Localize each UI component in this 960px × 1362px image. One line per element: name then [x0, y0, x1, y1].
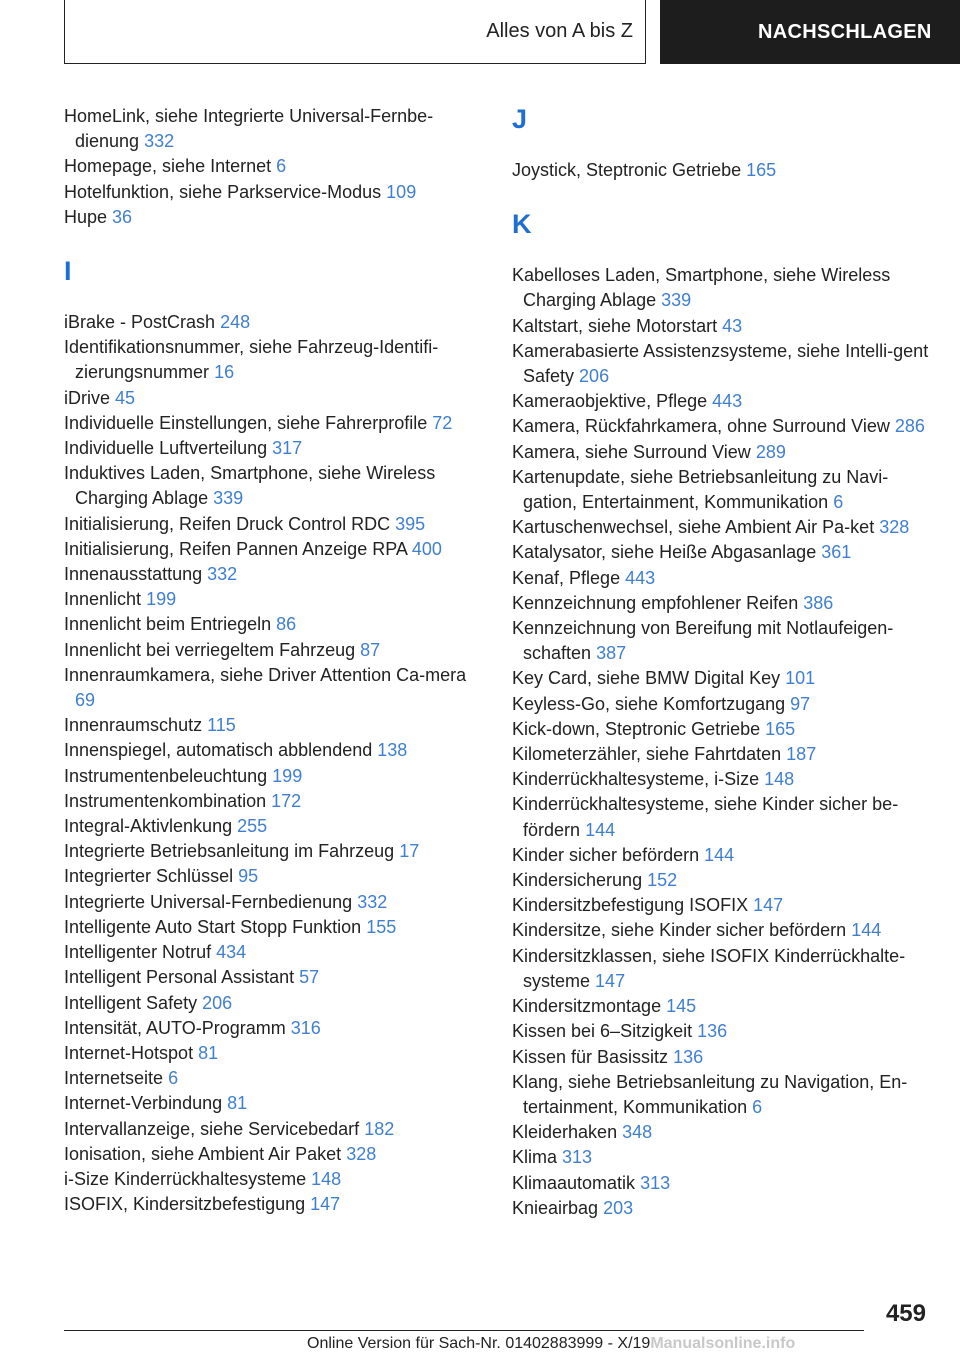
index-entry-page-link[interactable]: 361	[821, 542, 852, 563]
index-entry	[512, 767, 932, 792]
index-entry-page-link[interactable]: 43	[722, 315, 743, 336]
index-entry-term: ISOFIX, Kindersitzbefestigung	[64, 1194, 306, 1215]
index-entry-term: i-Size Kinderrückhaltesysteme	[64, 1168, 307, 1189]
index-entry-term: Kamera, Rückfahrkamera, ohne Surround View	[512, 416, 890, 437]
index-entry-page-link[interactable]: 6	[833, 492, 844, 513]
index-entry-term: Intelligente Auto Start Stopp Funktion	[64, 916, 362, 937]
index-entry	[64, 663, 484, 713]
index-entry-term: Individuelle Luftverteilung	[64, 438, 268, 459]
index-entry-term: Internet-Hotspot	[64, 1042, 194, 1063]
index-entry	[512, 918, 932, 943]
index-entry-page-link[interactable]: 145	[666, 996, 697, 1017]
index-entry	[64, 1091, 484, 1116]
index-entry-term: Klimaautomatik	[512, 1172, 636, 1193]
index-entry-page-link[interactable]: 386	[803, 592, 834, 613]
index-entry-term: Katalysator, siehe Heiße Abgasanlage	[512, 542, 817, 563]
index-entry-term: Identifikationsnummer, siehe Fahrzeug-Identifi-zierungsnummer	[64, 337, 439, 383]
index-entry-term: Kameraobjektive, Pflege	[512, 391, 708, 412]
index-entry	[512, 717, 932, 742]
index-entry-term: Knieairbag	[512, 1197, 599, 1218]
index-entry-page-link[interactable]: 152	[647, 870, 678, 891]
watermark: Manualsonline.info	[650, 1335, 796, 1352]
index-entry-term: Kaltstart, siehe Motorstart	[512, 315, 718, 336]
index-entry	[512, 843, 932, 868]
index-entry-page-link[interactable]: 138	[377, 740, 408, 761]
index-entry-page-link[interactable]: 165	[746, 160, 777, 180]
index-entry	[64, 562, 484, 587]
index-entry-term: Innenspiegel, automatisch abblendend	[64, 740, 373, 761]
index-entry	[512, 994, 932, 1019]
index-entry	[64, 205, 484, 230]
index-entry-term: Innenraumschutz	[64, 715, 203, 736]
index-entry-page-link[interactable]: 17	[399, 841, 420, 862]
index-entry	[512, 1045, 932, 1070]
index-entry-term: Kleiderhaken	[512, 1122, 618, 1143]
index-entry-term: Integral-Aktivlenkung	[64, 816, 233, 837]
index-column-right	[512, 104, 932, 1221]
index-entry-page-link[interactable]: 155	[366, 916, 397, 937]
index-entry	[64, 940, 484, 965]
index-entry-term: Kennzeichnung empfohlener Reifen	[512, 592, 799, 613]
index-column-left	[64, 104, 484, 1217]
index-entry-term: Instrumentenkombination	[64, 790, 267, 811]
index-entry-page-link[interactable]: 248	[220, 312, 251, 333]
index-entry-page-link[interactable]: 57	[299, 967, 320, 988]
index-entry-page-link[interactable]: 400	[411, 538, 442, 559]
index-entry-term: Kindersicherung	[512, 870, 643, 891]
index-entry	[512, 868, 932, 893]
index-entry-term: Kick-down, Steptronic Getriebe	[512, 718, 761, 739]
index-entry-term: Innenraumkamera, siehe Driver Attention Ca-mera	[64, 664, 467, 685]
index-entry-term: Internetseite	[64, 1068, 164, 1089]
index-entry	[64, 864, 484, 889]
index-entry	[512, 440, 932, 465]
header-chapter-title: NACHSCHLAGEN	[758, 20, 932, 43]
page-number: 459	[885, 1300, 926, 1327]
index-entry-page-link[interactable]: 147	[595, 970, 626, 991]
index-entry-term: Innenlicht beim Entriegeln	[64, 614, 272, 635]
index-letter-heading: I	[64, 256, 72, 287]
index-entry-term: Intelligent Personal Assistant	[64, 967, 295, 988]
index-entry-term: Internet-Verbindung	[64, 1093, 223, 1114]
index-entry-page-link[interactable]: 316	[290, 1017, 321, 1038]
footer-text-container	[307, 1335, 795, 1353]
index-entry-term: Kindersitzklassen, siehe ISOFIX Kinderrückhalte-systeme	[512, 945, 906, 991]
index-entry-page-link[interactable]: 255	[237, 816, 268, 837]
index-entry-term: HomeLink, siehe Integrierte Universal-Fernbe-dienung	[64, 106, 434, 152]
index-entry-page-link[interactable]: 434	[216, 942, 247, 963]
header-section-title: Alles von A bis Z	[486, 20, 633, 42]
index-entry	[64, 1167, 484, 1192]
index-entry-term: Kenaf, Pflege	[512, 567, 621, 588]
index-entry	[512, 540, 932, 565]
index-entry-page-link[interactable]: 332	[144, 131, 175, 152]
index-entry	[512, 742, 932, 767]
index-entry-term: Ionisation, siehe Ambient Air Paket	[64, 1143, 342, 1164]
index-entry	[512, 666, 932, 691]
index-entry-page-link[interactable]: 147	[310, 1194, 341, 1215]
index-entry-term: Kinderrückhaltesysteme, siehe Kinder sicher be-fördern	[512, 794, 899, 840]
index-entry-page-link[interactable]: 286	[894, 416, 925, 437]
index-entry	[512, 263, 932, 313]
index-entry	[512, 1019, 932, 1044]
index-entry-term: Intervallanzeige, siehe Servicebedarf	[64, 1118, 360, 1139]
index-entry-page-link[interactable]: 206	[202, 992, 233, 1013]
index-entry	[512, 1145, 932, 1170]
index-entry	[512, 158, 932, 183]
index-entry-term: Integrierte Betriebsanleitung im Fahrzeug	[64, 841, 395, 862]
index-entry	[64, 1066, 484, 1091]
index-entry-page-link[interactable]: 136	[673, 1046, 704, 1067]
index-entry	[512, 566, 932, 591]
index-entry	[64, 890, 484, 915]
index-entry	[64, 461, 484, 511]
index-entry-term: Kissen für Basissitz	[512, 1046, 669, 1067]
index-entry	[64, 612, 484, 637]
index-entry	[64, 738, 484, 763]
index-entry-term: Induktives Laden, Smartphone, siehe Wireless Charging Ablage	[64, 463, 436, 509]
index-entry	[512, 1171, 932, 1196]
index-entry-term: Initialisierung, Reifen Pannen Anzeige RPA	[64, 538, 407, 559]
index-entry-page-link[interactable]: 289	[755, 441, 786, 462]
index-entry	[64, 1041, 484, 1066]
index-entry-page-link[interactable]: 136	[697, 1021, 728, 1042]
index-entry	[64, 1142, 484, 1167]
index-entry-page-link[interactable]: 348	[622, 1122, 653, 1143]
index-entry-term: Kissen bei 6–Sitzigkeit	[512, 1021, 693, 1042]
index-entry	[64, 411, 484, 436]
index-entry	[64, 713, 484, 738]
index-entry	[64, 180, 484, 205]
index-entry-page-link[interactable]: 172	[271, 790, 302, 811]
index-entry-page-link[interactable]: 16	[214, 362, 235, 383]
index-entry-page-link[interactable]: 187	[786, 744, 817, 765]
index-entry-page-link[interactable]: 339	[213, 488, 244, 509]
index-entry-term: Innenausstattung	[64, 564, 203, 585]
index-entry-page-link[interactable]: 203	[603, 1197, 634, 1218]
index-entry-page-link[interactable]: 165	[765, 718, 796, 739]
index-entry-term: Kamerabasierte Assistenzsysteme, siehe Intelli-gent Safety	[512, 340, 929, 387]
index-entry	[64, 1117, 484, 1142]
index-entry	[64, 512, 484, 537]
header-chapter-tab	[660, 0, 960, 64]
index-entry-term: Hotelfunktion, siehe Parkservice-Modus	[64, 181, 382, 202]
index-entry	[512, 616, 932, 666]
index-entry	[512, 465, 932, 515]
index-entry	[64, 436, 484, 461]
index-letter-heading: J	[512, 104, 528, 134]
index-entry-page-link[interactable]: 81	[198, 1042, 219, 1063]
index-entry	[512, 591, 932, 616]
index-entry-page-link[interactable]: 144	[585, 819, 616, 840]
index-entry-page-link[interactable]: 36	[112, 206, 133, 227]
index-entry-page-link[interactable]: 317	[272, 438, 303, 459]
index-entry-term: Key Card, siehe BMW Digital Key	[512, 668, 781, 689]
index-entry-term: Initialisierung, Reifen Druck Control RDC	[64, 513, 391, 534]
index-entry	[64, 991, 484, 1016]
index-entry-page-link[interactable]: 144	[704, 844, 735, 865]
index-entry-term: Intensität, AUTO-Programm	[64, 1017, 286, 1038]
index-letter-heading: K	[512, 209, 532, 240]
index-entry-term: Intelligent Safety	[64, 992, 198, 1013]
index-entry-term: Kindersitzmontage	[512, 996, 662, 1017]
index-entry-term: iBrake - PostCrash	[64, 312, 216, 333]
index-entry-term: Kartuschenwechsel, siehe Ambient Air Pa-ket	[512, 517, 875, 538]
index-entry	[64, 1192, 484, 1217]
index-entry-page-link[interactable]: 95	[238, 866, 259, 887]
index-entry-page-link[interactable]: 332	[207, 564, 238, 585]
index-entry-page-link[interactable]: 199	[272, 765, 303, 786]
index-entry	[64, 537, 484, 562]
index-entry-term: Kennzeichnung von Bereifung mit Notlaufeigen-schaften	[512, 618, 894, 664]
index-entry	[64, 915, 484, 940]
index-entry	[64, 335, 484, 385]
index-entry-term: Innenlicht	[64, 589, 142, 610]
index-entry-page-link[interactable]: 387	[596, 643, 627, 664]
index-entry-page-link[interactable]: 332	[357, 891, 388, 912]
index-entry-page-link[interactable]: 328	[879, 517, 910, 538]
index-entry	[64, 814, 484, 839]
index-entry-term: Kinder sicher befördern	[512, 844, 700, 865]
index-entry-term: Integrierter Schlüssel	[64, 866, 234, 887]
index-entry-page-link[interactable]: 87	[360, 639, 381, 660]
index-entry-page-link[interactable]: 328	[346, 1143, 377, 1164]
index-entry	[512, 515, 932, 540]
index-entry-page-link[interactable]: 443	[625, 567, 656, 588]
index-entry	[64, 839, 484, 864]
index-entry	[512, 1196, 932, 1221]
index-entry-term: Kilometerzähler, siehe Fahrtdaten	[512, 744, 782, 765]
index-entry	[512, 314, 932, 339]
index-entry-term: Klang, siehe Betriebsanleitung zu Navigation, En-tertainment, Kommunikation	[512, 1071, 908, 1117]
index-entry-term: Instrumentenbeleuchtung	[64, 765, 268, 786]
index-entry-term: iDrive	[64, 387, 111, 408]
index-entry-term: Homepage, siehe Internet	[64, 156, 272, 177]
index-entry-page-link[interactable]: 109	[386, 181, 417, 202]
index-entry	[512, 944, 932, 994]
index-entry-page-link[interactable]: 313	[640, 1172, 671, 1193]
index-entry	[512, 893, 932, 918]
index-entry-page-link[interactable]: 69	[75, 690, 96, 711]
index-entry-page-link[interactable]: 339	[661, 290, 692, 311]
index-entry-term: Kartenupdate, siehe Betriebsanleitung zu Navi-gation, Entertainment, Kommunikation	[512, 466, 889, 513]
index-entry	[512, 1120, 932, 1145]
footer-divider	[64, 1330, 864, 1331]
index-entry-term: Kinderrückhaltesysteme, i-Size	[512, 769, 760, 790]
index-entry	[64, 764, 484, 789]
index-entry-term: Integrierte Universal-Fernbedienung	[64, 891, 353, 912]
index-entry-page-link[interactable]: 443	[712, 391, 743, 412]
index-entry-page-link[interactable]: 115	[207, 715, 236, 736]
index-entry-page-link[interactable]: 6	[276, 156, 287, 177]
index-entry-page-link[interactable]: 313	[562, 1147, 593, 1168]
index-entry-page-link[interactable]: 6	[752, 1096, 763, 1117]
index-entry-page-link[interactable]: 147	[753, 895, 784, 916]
index-entry-page-link[interactable]: 86	[276, 614, 297, 635]
index-entry	[512, 1070, 932, 1120]
index-entry	[64, 154, 484, 179]
index-entry	[64, 386, 484, 411]
index-entry-page-link[interactable]: 101	[785, 668, 816, 689]
index-entry	[64, 104, 484, 154]
index-entry	[64, 638, 484, 663]
index-entry	[512, 692, 932, 717]
index-entry-page-link[interactable]: 395	[395, 513, 426, 534]
index-entry-term: Kindersitze, siehe Kinder sicher befördern	[512, 920, 847, 941]
index-entry-term: Joystick, Steptronic Getriebe	[512, 160, 742, 180]
index-entry	[64, 310, 484, 335]
index-entry-page-link[interactable]: 144	[851, 920, 882, 941]
index-entry	[64, 789, 484, 814]
index-entry-term: Individuelle Einstellungen, siehe Fahrerprofile	[64, 412, 428, 433]
index-entry-term: Intelligenter Notruf	[64, 942, 212, 963]
index-entry-page-link[interactable]: 81	[227, 1093, 248, 1114]
header-section-box	[64, 0, 646, 64]
footer-text: Online Version für Sach-Nr. 01402883999 - X/19	[307, 1335, 651, 1352]
index-entry	[512, 389, 932, 414]
index-entry-term: Hupe	[64, 206, 108, 227]
index-entry-page-link[interactable]: 97	[790, 693, 811, 714]
index-entry-term: Innenlicht bei verriegeltem Fahrzeug	[64, 639, 356, 660]
index-entry	[64, 587, 484, 612]
index-entry-page-link[interactable]: 6	[168, 1068, 179, 1089]
index-entry-page-link[interactable]: 206	[579, 366, 610, 387]
index-entry-term: Kamera, siehe Surround View	[512, 441, 751, 462]
index-entry	[512, 339, 932, 389]
index-entry-page-link[interactable]: 199	[146, 589, 177, 610]
index-entry	[512, 792, 932, 842]
index-entry-term: Kindersitzbefestigung ISOFIX	[512, 895, 749, 916]
index-entry	[512, 414, 932, 439]
index-entry-page-link[interactable]: 72	[432, 412, 453, 433]
index-entry-page-link[interactable]: 148	[311, 1168, 342, 1189]
index-entry-term: Keyless-Go, siehe Komfortzugang	[512, 693, 786, 714]
index-entry-page-link[interactable]: 182	[364, 1118, 395, 1139]
index-entry	[64, 1016, 484, 1041]
index-entry-page-link[interactable]: 148	[764, 769, 795, 790]
index-entry	[64, 965, 484, 990]
index-entry-page-link[interactable]: 45	[115, 387, 136, 408]
index-entry-term: Kabelloses Laden, Smartphone, siehe Wireless Charging Ablage	[512, 265, 891, 311]
index-entry-term: Klima	[512, 1147, 558, 1168]
